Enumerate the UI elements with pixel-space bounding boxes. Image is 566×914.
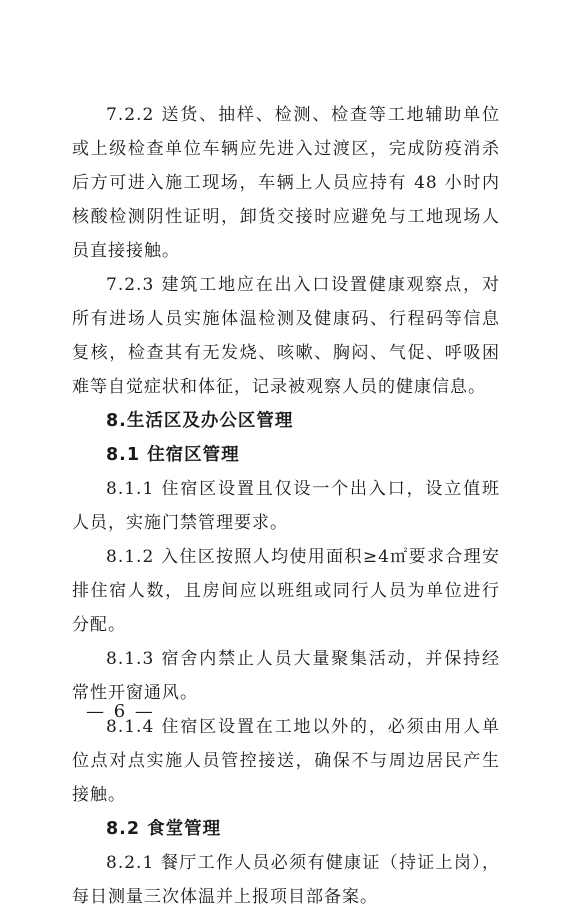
paragraph-8-1-2: 8.1.2 入住区按照人均使用面积≥4㎡要求合理安排住宿人数，且房间应以班组或同行人员为单位进行分配。 xyxy=(72,547,500,635)
section-heading-8-2: 8.2 食堂管理 xyxy=(106,819,222,839)
paragraph-8-1-4: 8.1.4 住宿区设置在工地以外的，必须由用人单位点对点实施人员管控接送，确保不与周边居民产生接触。 xyxy=(72,717,500,805)
paragraph-8-2-1: 8.2.1 餐厅工作人员必须有健康证（持证上岗），每日测量三次体温并上报项目部备案。 xyxy=(72,853,500,907)
section-heading-8: 8.生活区及办公区管理 xyxy=(106,411,294,431)
paragraph-7-2-3: 7.2.3 建筑工地应在出入口设置健康观察点，对所有进场人员实施体温检测及健康码、行程码等信息复核，检查其有无发烧、咳嗽、胸闷、气促、呼吸困难等自觉症状和体征，记录被观察人员的健康信息。 xyxy=(72,275,500,397)
paragraph-8-1-1: 8.1.1 住宿区设置且仅设一个出入口，设立值班人员，实施门禁管理要求。 xyxy=(72,479,500,533)
page-number: — 6 — xyxy=(86,701,155,722)
paragraph-7-2-2: 7.2.2 送货、抽样、检测、检查等工地辅助单位或上级检查单位车辆应先进入过渡区，完成防疫消杀后方可进入施工现场，车辆上人员应持有 48 小时内核酸检测阴性证明，卸货交接时应避免与工地现场人员直接接触。 xyxy=(72,105,500,261)
paragraph-8-1-3: 8.1.3 宿舍内禁止人员大量聚集活动，并保持经常性开窗通风。 xyxy=(72,649,500,703)
section-heading-8-1: 8.1 住宿区管理 xyxy=(106,445,240,465)
